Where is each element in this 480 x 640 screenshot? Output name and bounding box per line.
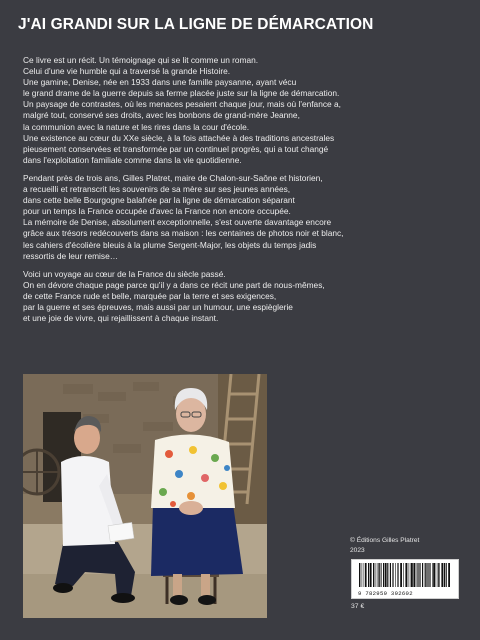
barcode-bar bbox=[429, 563, 430, 587]
price: 37 € bbox=[351, 603, 365, 610]
barcode-bar bbox=[395, 563, 396, 587]
barcode-bar bbox=[363, 563, 364, 587]
barcode-bar bbox=[432, 563, 433, 587]
text-line: de cette France rude et belle, marquée par la terre et ses exigences, bbox=[23, 290, 277, 301]
barcode-bar bbox=[381, 563, 382, 587]
barcode-bar bbox=[398, 563, 399, 587]
barcode-bar bbox=[390, 563, 391, 587]
barcode-bar bbox=[422, 563, 423, 587]
text-line: dans l'exploitation familiale comme dans la vie quotidienne. bbox=[23, 154, 242, 165]
barcode-bar bbox=[383, 563, 384, 587]
barcode-bar bbox=[387, 563, 388, 587]
text-line: Voici un voyage au cœur de la France du siècle passé. bbox=[23, 268, 226, 279]
publisher-line: © Éditions Gilles Platret bbox=[350, 537, 420, 544]
text-line: La mémoire de Denise, absolument exceptionnelle, s'est ouverte davantage encore bbox=[23, 217, 332, 228]
text-line: malgré tout, conservé ses droits, avec les bonbons de grand-mère Jeanne, bbox=[23, 110, 300, 121]
barcode-bar bbox=[413, 563, 415, 587]
barcode-bar bbox=[375, 563, 376, 587]
text-line: a recueilli et retranscrit les souvenirs de sa mère sur ses jeunes années, bbox=[23, 184, 291, 195]
copyright-notice bbox=[350, 536, 470, 556]
barcode-bar bbox=[377, 563, 378, 587]
paragraph-2 bbox=[23, 173, 463, 262]
paragraph-1 bbox=[23, 55, 463, 166]
paragraph-3 bbox=[23, 269, 463, 324]
barcode-bar bbox=[428, 563, 429, 587]
text-line: Une gamine, Denise, née en 1933 dans une famille paysanne, ayant vécu bbox=[23, 77, 297, 88]
text-line: par la guerre et ses épreuves, mais aussi par un humour, une espièglerie bbox=[23, 301, 293, 312]
barcode-bar bbox=[385, 563, 387, 587]
barcode-bar bbox=[403, 563, 404, 587]
barcode-bar bbox=[392, 563, 393, 587]
text-line: ressortis de leur remise… bbox=[23, 250, 119, 261]
publication-year: 2023 bbox=[350, 547, 365, 554]
text-line: On en dévore chaque page parce qu'il y a dans ce récit une part de nous-mêmes, bbox=[23, 279, 325, 290]
barcode-bar bbox=[361, 563, 362, 587]
barcode-bar bbox=[441, 563, 443, 587]
barcode-bar bbox=[448, 563, 450, 587]
text-line: pour un temps la France occupée d'avec la France non encore occupée. bbox=[23, 206, 291, 217]
barcode-bar bbox=[425, 563, 426, 587]
barcode-bar bbox=[438, 563, 439, 587]
text-line: Ce livre est un récit. Un témoignage qui se lit comme un roman. bbox=[23, 55, 259, 65]
barcode-bar bbox=[378, 563, 379, 587]
barcode-bar bbox=[436, 563, 437, 587]
text-line: pieusement conservées et transformée par un continuel progrès, qui a tout changé bbox=[23, 143, 329, 154]
barcode-bar bbox=[446, 563, 447, 587]
text-line: grâce aux trésors redécouverts dans sa maison : les centaines de photos noir et blanc, bbox=[23, 228, 344, 239]
barcode-bar bbox=[368, 563, 369, 587]
barcode-bar bbox=[410, 563, 411, 587]
text-line: le grand drame de la guerre depuis sa ferme placée juste sur la ligne de démarcation. bbox=[23, 88, 340, 99]
text-line: Un paysage de contrastes, où les menaces pesaient chaque jour, mais où l'enfance a, bbox=[23, 99, 341, 110]
text-line: Une existence au cœur du XXe siècle, à la fois attachée à des traditions ancestrales bbox=[23, 132, 335, 143]
barcode-bars bbox=[357, 563, 453, 589]
cover-photo bbox=[23, 374, 267, 618]
text-line: et une joie de vivre, qui rejaillissent à chaque instant. bbox=[23, 313, 219, 324]
barcode-bar bbox=[418, 563, 419, 587]
back-cover-text bbox=[23, 55, 463, 331]
barcode-bar bbox=[365, 563, 367, 587]
barcode-bar bbox=[370, 563, 372, 587]
barcode-bar bbox=[408, 563, 409, 587]
barcode-bar bbox=[416, 563, 417, 587]
barcode-bar bbox=[373, 563, 374, 587]
text-line: Celui d'une vie humble qui a traversé la grande Histoire. bbox=[23, 66, 231, 77]
barcode-bar bbox=[426, 563, 427, 587]
text-line: la communion avec la nature et les rires dans la cour d'école. bbox=[23, 121, 250, 132]
barcode-bar bbox=[433, 563, 435, 587]
barcode-bar bbox=[405, 563, 407, 587]
isbn-barcode bbox=[351, 559, 459, 599]
barcode-bar bbox=[359, 563, 360, 587]
book-title: J'AI GRANDI SUR LA LIGNE DE DÉMARCATION bbox=[18, 16, 374, 33]
text-line: dans cette belle Bourgogne balafrée par la ligne de démarcation séparant bbox=[23, 195, 295, 206]
barcode-bar bbox=[397, 563, 398, 587]
text-line: les cahiers d'écolière bleuis à la plume Sergent-Major, les objets du temps jadis bbox=[23, 239, 317, 250]
barcode-bar bbox=[379, 563, 380, 587]
barcode-bar bbox=[411, 563, 413, 587]
barcode-bar bbox=[444, 563, 445, 587]
barcode-bar bbox=[419, 563, 420, 587]
barcode-bar bbox=[417, 563, 418, 587]
barcode-digits: 9 782959 392602 bbox=[358, 590, 413, 597]
barcode-bar bbox=[400, 563, 402, 587]
barcode-bar bbox=[439, 563, 440, 587]
text-line: Pendant près de trois ans, Gilles Platret, maire de Chalon-sur-Saône et historien, bbox=[23, 172, 323, 183]
